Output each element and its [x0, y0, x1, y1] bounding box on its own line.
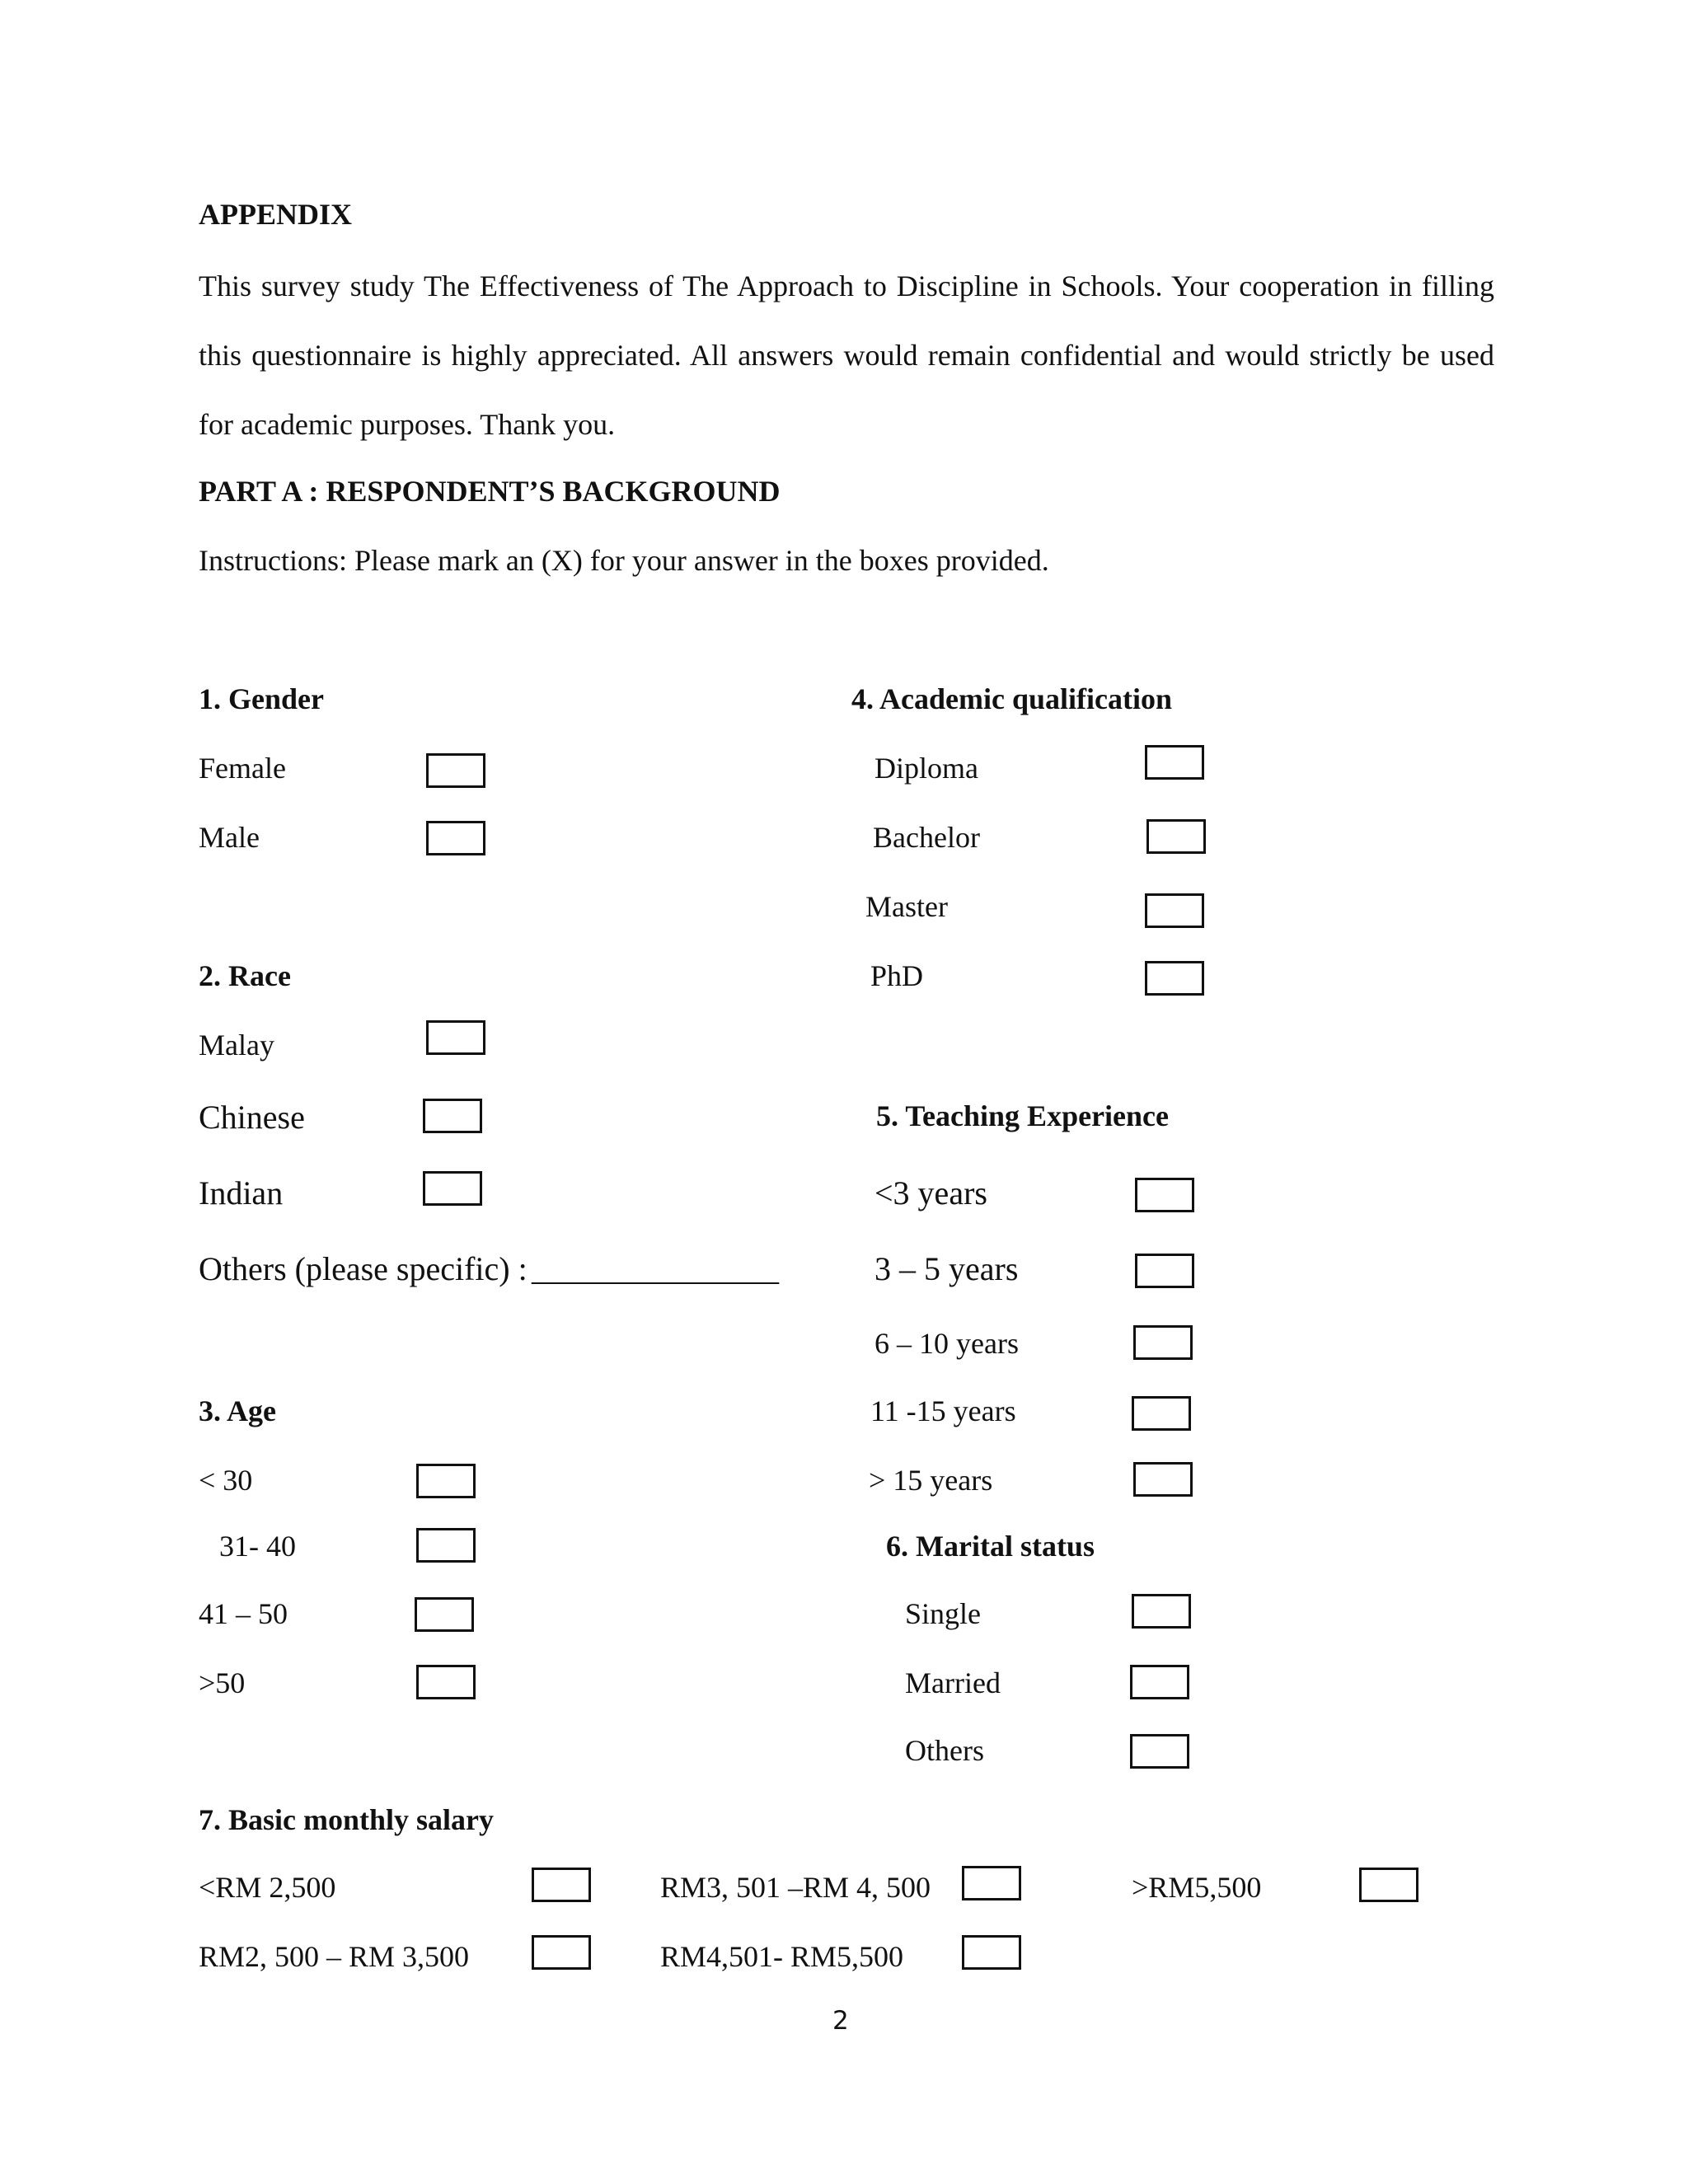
salary-option-label: <RM 2,500 [199, 1871, 336, 1904]
age-option-label: >50 [199, 1666, 246, 1699]
qualification-bachelor-checkbox[interactable] [1146, 819, 1206, 854]
race-option-label: Indian [199, 1174, 284, 1212]
race-others-label: Others (please specific) : [199, 1250, 528, 1287]
salary-over-5500-checkbox[interactable] [1359, 1868, 1418, 1902]
qualification-master-checkbox[interactable] [1145, 893, 1204, 928]
experience-under-3-checkbox[interactable] [1135, 1178, 1194, 1212]
page-number: 2 [832, 2006, 849, 2036]
age-under-30-checkbox[interactable] [416, 1464, 476, 1498]
salary-2500-3500-checkbox[interactable] [532, 1935, 591, 1970]
marital-title: 6. Marital status [886, 1530, 1095, 1563]
salary-option-label: >RM5,500 [1132, 1871, 1262, 1904]
instructions-text: Instructions: Please mark an (X) for your answer in the boxes provided. [199, 544, 1049, 577]
experience-option-label: <3 years [874, 1174, 987, 1212]
race-option-label: Chinese [199, 1099, 305, 1136]
marital-option-label: Single [905, 1597, 982, 1630]
marital-single-checkbox[interactable] [1132, 1594, 1191, 1629]
experience-option-label: 11 -15 years [870, 1394, 1016, 1427]
qualification-option-label: Diploma [874, 752, 978, 785]
gender-option-label: Male [199, 821, 260, 854]
race-malay-checkbox[interactable] [426, 1020, 485, 1055]
gender-male-checkbox[interactable] [426, 821, 485, 855]
gender-option-label: Female [199, 752, 286, 785]
marital-option-label: Married [905, 1666, 1001, 1699]
salary-option-label: RM4,501- RM5,500 [660, 1940, 904, 1973]
intro-paragraph: This survey study The Effectiveness of The Approach to Discipline in Schools. Your cooperation in filling this questionnaire is highly appreciated. All answers would remain confidential and would strictly be used for academic purposes. Thank you. [199, 269, 1494, 441]
experience-11-15-checkbox[interactable] [1132, 1396, 1191, 1431]
qualification-phd-checkbox[interactable] [1145, 961, 1204, 996]
race-option-label: Malay [199, 1029, 274, 1062]
marital-married-checkbox[interactable] [1130, 1665, 1189, 1699]
gender-title: 1. Gender [199, 682, 324, 715]
age-option-label: 31- 40 [219, 1530, 296, 1563]
age-41-50-checkbox[interactable] [415, 1597, 474, 1632]
experience-option-label: > 15 years [869, 1464, 993, 1497]
race-title: 2. Race [199, 959, 291, 992]
salary-option-label: RM3, 501 –RM 4, 500 [660, 1871, 931, 1904]
experience-option-label: 3 – 5 years [874, 1250, 1019, 1287]
appendix-heading: APPENDIX [199, 198, 352, 231]
age-over-50-checkbox[interactable] [416, 1665, 476, 1699]
salary-option-label: RM2, 500 – RM 3,500 [199, 1940, 470, 1973]
marital-option-label: Others [905, 1734, 984, 1767]
salary-under-2500-checkbox[interactable] [532, 1868, 591, 1902]
age-31-40-checkbox[interactable] [416, 1528, 476, 1563]
experience-6-10-checkbox[interactable] [1133, 1325, 1193, 1360]
age-option-label: 41 – 50 [199, 1597, 288, 1630]
gender-female-checkbox[interactable] [426, 753, 485, 788]
qualification-diploma-checkbox[interactable] [1145, 745, 1204, 780]
salary-4501-5500-checkbox[interactable] [962, 1935, 1021, 1970]
experience-over-15-checkbox[interactable] [1133, 1462, 1193, 1497]
salary-3501-4500-checkbox[interactable] [962, 1866, 1021, 1900]
qualification-title: 4. Academic qualification [851, 682, 1172, 715]
qualification-option-label: Master [865, 890, 948, 923]
experience-title: 5. Teaching Experience [876, 1099, 1170, 1132]
age-option-label: < 30 [199, 1464, 253, 1497]
race-chinese-checkbox[interactable] [423, 1099, 482, 1133]
race-others-blank[interactable]: _______________ [532, 1250, 779, 1287]
qualification-option-label: Bachelor [873, 821, 980, 854]
part-a-title: PART A : RESPONDENT’S BACKGROUND [199, 475, 781, 508]
marital-others-checkbox[interactable] [1130, 1734, 1189, 1769]
salary-title: 7. Basic monthly salary [199, 1803, 495, 1836]
age-title: 3. Age [199, 1394, 276, 1427]
qualification-option-label: PhD [870, 959, 924, 992]
race-indian-checkbox[interactable] [423, 1171, 482, 1206]
experience-option-label: 6 – 10 years [874, 1327, 1019, 1360]
experience-3-5-checkbox[interactable] [1135, 1254, 1194, 1288]
